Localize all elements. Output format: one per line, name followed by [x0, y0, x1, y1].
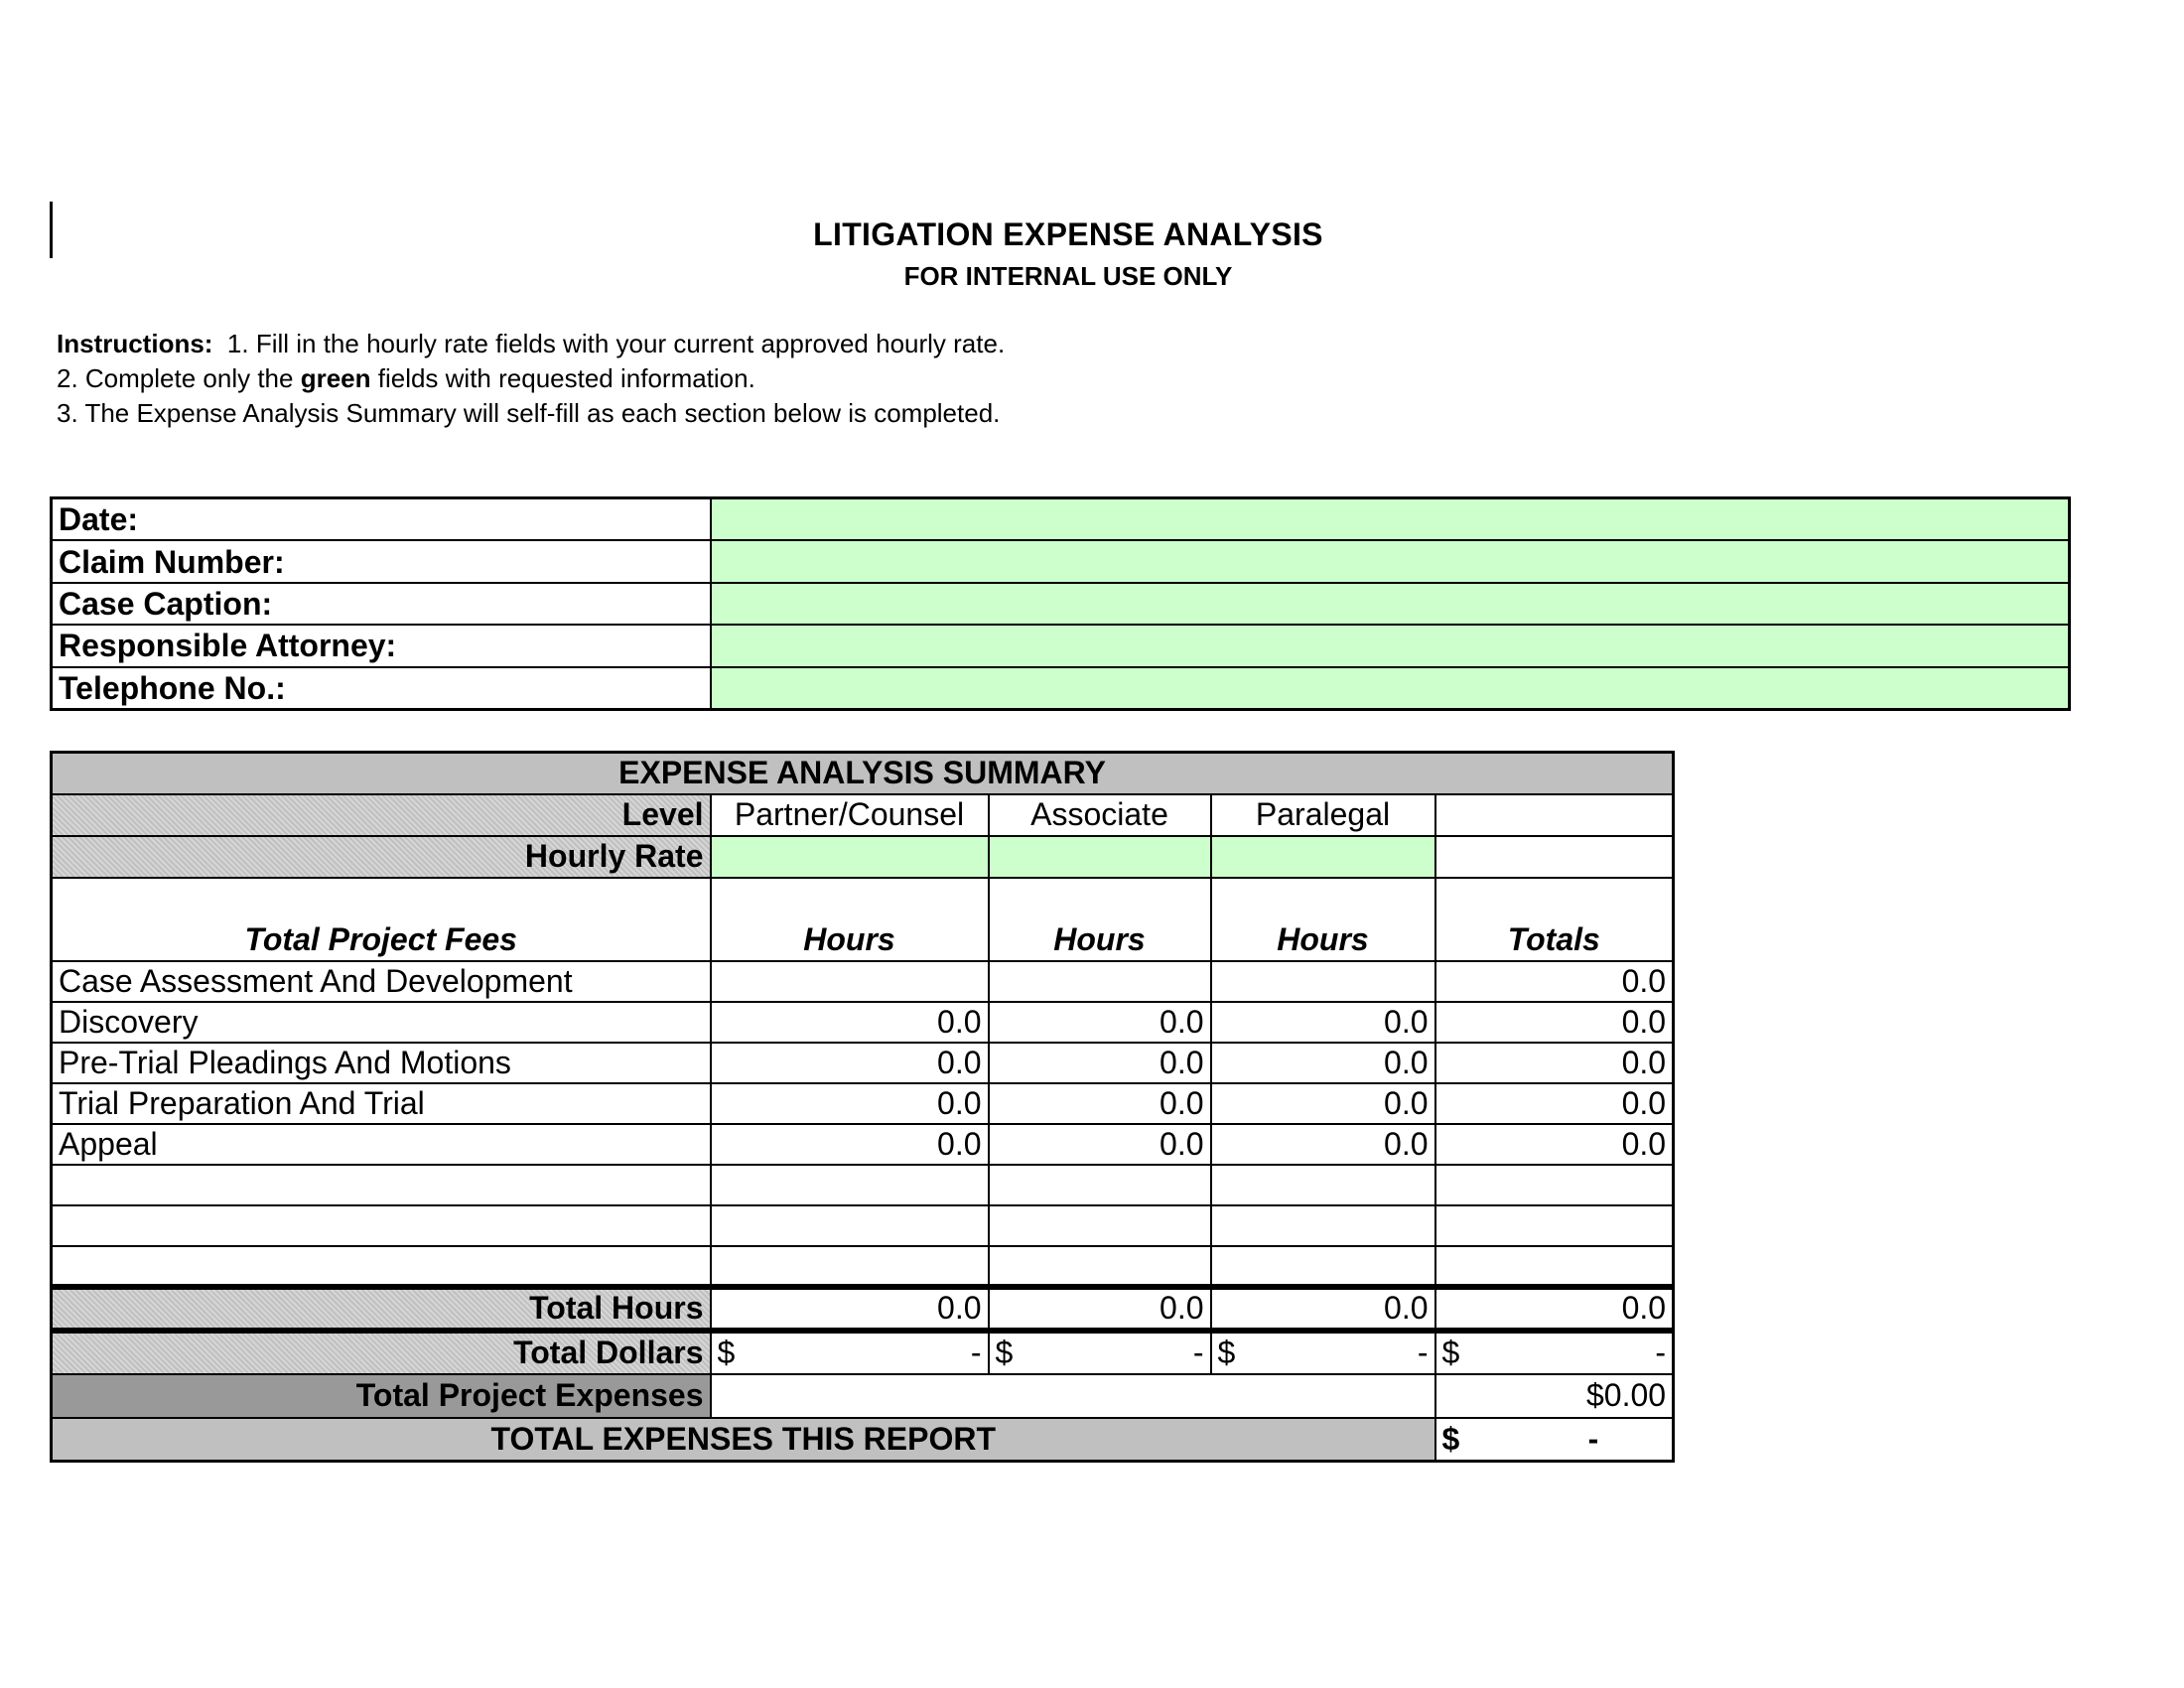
- table-row: [52, 1124, 1674, 1165]
- telephone-field[interactable]: [711, 667, 2070, 710]
- total-report-label: TOTAL EXPENSES THIS REPORT: [52, 1418, 1435, 1462]
- partner-hours-header: Hours: [711, 878, 989, 961]
- total-dollars-partner: [711, 1331, 989, 1374]
- empty-cell: [52, 1246, 711, 1287]
- instructions-text-1: 1. Fill in the hourly rate fields with your current approved hourly rate.: [226, 329, 1006, 358]
- instructions-line-2: [57, 361, 1005, 396]
- empty-row: [52, 1205, 1674, 1246]
- total-project-expenses-row: [52, 1374, 1674, 1418]
- case-info-table: [50, 496, 2071, 711]
- info-row-caption: [52, 583, 2070, 625]
- currency-symbol: $: [995, 1335, 1014, 1370]
- total-hours-paralegal: 0.0: [1211, 1287, 1435, 1331]
- row-partner-hours: 0.0: [711, 1124, 989, 1165]
- column-header-row: [52, 878, 1674, 961]
- row-total: 0.0: [1435, 961, 1674, 1002]
- empty-cell: [52, 1165, 711, 1205]
- case-caption-field[interactable]: [711, 583, 2070, 625]
- empty-cell: [52, 1205, 711, 1246]
- level-partner: Partner/Counsel: [711, 794, 989, 836]
- row-associate-hours: 0.0: [989, 1124, 1211, 1165]
- row-paralegal-hours: 0.0: [1211, 1083, 1435, 1124]
- level-paralegal: Paralegal: [1211, 794, 1435, 836]
- dollar-value: -: [970, 1335, 982, 1370]
- total-hours-associate: 0.0: [989, 1287, 1211, 1331]
- total-hours-label: Total Hours: [52, 1287, 711, 1331]
- info-row-date: [52, 498, 2070, 541]
- empty-cell: [1211, 1205, 1435, 1246]
- currency-symbol: $: [1217, 1335, 1236, 1370]
- instructions-text-2b: fields with requested information.: [370, 363, 755, 393]
- level-row: [52, 794, 1674, 836]
- paralegal-rate-field[interactable]: [1211, 836, 1435, 878]
- claim-number-field[interactable]: [711, 540, 2070, 582]
- row-associate-hours: 0.0: [989, 1083, 1211, 1124]
- row-associate-hours: 0.0: [989, 1002, 1211, 1043]
- row-total: 0.0: [1435, 1124, 1674, 1165]
- total-dollars-label: Total Dollars: [52, 1331, 711, 1374]
- total-project-expenses-value: $0.00: [1435, 1374, 1674, 1418]
- instructions: [57, 327, 1005, 431]
- associate-hours-header: Hours: [989, 878, 1211, 961]
- total-hours-partner: 0.0: [711, 1287, 989, 1331]
- total-project-expenses-label: Total Project Expenses: [52, 1374, 711, 1418]
- total-dollars-associate: [989, 1331, 1211, 1374]
- total-dollars-paralegal: [1211, 1331, 1435, 1374]
- empty-cell: [1211, 1246, 1435, 1287]
- summary-title-row: [52, 753, 1674, 794]
- table-row: [52, 1043, 1674, 1083]
- row-name: Case Assessment And Development: [52, 961, 711, 1002]
- empty-cell: [989, 1246, 1211, 1287]
- title-block: [0, 216, 2136, 292]
- date-label: Date:: [52, 498, 711, 541]
- level-blank: [1435, 794, 1674, 836]
- case-caption-label: Case Caption:: [52, 583, 711, 625]
- row-paralegal-hours: 0.0: [1211, 1002, 1435, 1043]
- hourly-rate-label: Hourly Rate: [52, 836, 711, 878]
- rate-blank: [1435, 836, 1674, 878]
- total-report-value: [1435, 1418, 1674, 1462]
- summary-title: EXPENSE ANALYSIS SUMMARY: [52, 753, 1674, 794]
- empty-cell: [1211, 1165, 1435, 1205]
- total-hours-row: [52, 1287, 1674, 1331]
- telephone-label: Telephone No.:: [52, 667, 711, 710]
- fees-header: Total Project Fees: [52, 878, 711, 961]
- empty-cell: [989, 1165, 1211, 1205]
- currency-symbol: $: [1441, 1420, 1460, 1457]
- total-dollars-total: [1435, 1331, 1674, 1374]
- table-row: [52, 1002, 1674, 1043]
- empty-row: [52, 1246, 1674, 1287]
- dollar-value: -: [1655, 1335, 1667, 1370]
- empty-cell: [989, 1205, 1211, 1246]
- dollar-value: -: [1417, 1335, 1429, 1370]
- total-report-row: [52, 1418, 1674, 1462]
- info-row-attorney: [52, 625, 2070, 666]
- row-partner-hours: 0.0: [711, 1002, 989, 1043]
- info-row-claim: [52, 540, 2070, 582]
- table-row: [52, 1083, 1674, 1124]
- instructions-text-2a: 2. Complete only the: [57, 363, 301, 393]
- instructions-label: Instructions:: [57, 329, 213, 358]
- table-row: [52, 961, 1674, 1002]
- instructions-line-1: [57, 327, 1005, 361]
- row-partner-hours: 0.0: [711, 1083, 989, 1124]
- instructions-line-3: 3. The Expense Analysis Summary will self-fill as each section below is completed.: [57, 398, 1001, 428]
- responsible-attorney-field[interactable]: [711, 625, 2070, 666]
- responsible-attorney-label: Responsible Attorney:: [52, 625, 711, 666]
- partner-rate-field[interactable]: [711, 836, 989, 878]
- row-associate-hours: 0.0: [989, 1043, 1211, 1083]
- row-paralegal-hours: 0.0: [1211, 1124, 1435, 1165]
- paralegal-hours-header: Hours: [1211, 878, 1435, 961]
- empty-cell: [711, 1165, 989, 1205]
- empty-cell: [711, 1205, 989, 1246]
- row-total: 0.0: [1435, 1083, 1674, 1124]
- associate-rate-field[interactable]: [989, 836, 1211, 878]
- row-paralegal-hours: [1211, 961, 1435, 1002]
- empty-cell: [1435, 1246, 1674, 1287]
- row-partner-hours: 0.0: [711, 1043, 989, 1083]
- page-title: LITIGATION EXPENSE ANALYSIS: [813, 216, 1323, 252]
- row-paralegal-hours: 0.0: [1211, 1043, 1435, 1083]
- total-dollars-row: [52, 1331, 1674, 1374]
- info-row-telephone: [52, 667, 2070, 710]
- row-name: Pre-Trial Pleadings And Motions: [52, 1043, 711, 1083]
- row-total: 0.0: [1435, 1043, 1674, 1083]
- currency-symbol: $: [1441, 1335, 1460, 1370]
- row-name: Appeal: [52, 1124, 711, 1165]
- level-associate: Associate: [989, 794, 1211, 836]
- empty-cell: [1435, 1205, 1674, 1246]
- level-label: Level: [52, 794, 711, 836]
- expense-summary-table: [50, 751, 1675, 1463]
- row-name: Discovery: [52, 1002, 711, 1043]
- empty-cell: [711, 1246, 989, 1287]
- date-field[interactable]: [711, 498, 2070, 541]
- total-hours-total: 0.0: [1435, 1287, 1674, 1331]
- instructions-text-2-bold: green: [300, 363, 371, 393]
- total-project-expenses-blank: [711, 1374, 1435, 1418]
- claim-number-label: Claim Number:: [52, 540, 711, 582]
- currency-symbol: $: [717, 1335, 736, 1370]
- dollar-value: -: [1192, 1335, 1204, 1370]
- totals-header: Totals: [1435, 878, 1674, 961]
- row-associate-hours: [989, 961, 1211, 1002]
- row-partner-hours: [711, 961, 989, 1002]
- hourly-rate-row: [52, 836, 1674, 878]
- dollar-value: -: [1587, 1420, 1599, 1457]
- row-total: 0.0: [1435, 1002, 1674, 1043]
- empty-row: [52, 1165, 1674, 1205]
- empty-cell: [1435, 1165, 1674, 1205]
- row-name: Trial Preparation And Trial: [52, 1083, 711, 1124]
- page-subtitle: FOR INTERNAL USE ONLY: [903, 261, 1233, 291]
